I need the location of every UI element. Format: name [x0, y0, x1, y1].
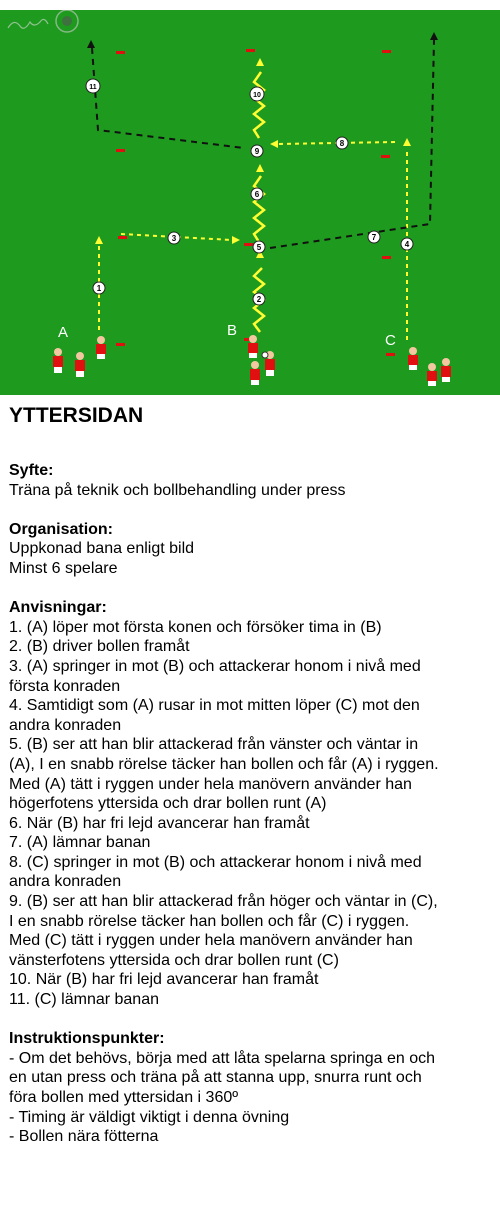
section-line: I en snabb rörelse täcker han bollen och får (C) i ryggen. [9, 912, 410, 930]
section-line: 10. När (B) har fri lejd avancerar han framåt [9, 971, 319, 989]
section-organisation [9, 520, 494, 579]
step-marker-7 [368, 231, 380, 243]
section-line: - Om det behövs, börja med att låta spelarna springa en och [9, 1049, 436, 1067]
step-marker-6 [251, 188, 263, 200]
section-instruktionspunkter [9, 1029, 494, 1147]
section-line: 9. (B) ser att han blir attackerad från höger och väntar in (C), [9, 893, 438, 911]
section-line: högerfotens yttersida och drar bollen runt (A) [9, 795, 327, 813]
svg-text:2: 2 [256, 295, 262, 304]
section-anvisningar [9, 598, 494, 1009]
svg-text:4: 4 [404, 240, 410, 249]
svg-text:9: 9 [254, 147, 260, 156]
section-line: 3. (A) springer in mot (B) och attackerar honom i nivå med [9, 657, 421, 675]
svg-text:11: 11 [89, 84, 97, 91]
step-marker-5 [253, 241, 265, 253]
section-line: andra konraden [9, 873, 122, 891]
section-line: Med (C) tätt i ryggen under hela manövern använder han [9, 932, 413, 950]
svg-text:1: 1 [96, 284, 102, 293]
section-line: - Timing är väldigt viktigt i denna övning [9, 1108, 290, 1126]
page-title: YTTERSIDAN [9, 404, 144, 427]
section-line: 2. (B) driver bollen framåt [9, 638, 190, 656]
section-line: 6. När (B) har fri lejd avancerar han framåt [9, 814, 310, 832]
drill-description [9, 404, 494, 1166]
drill-diagram [0, 10, 500, 395]
section-line: en utan press och träna på att stanna upp, snurra runt och [9, 1069, 422, 1087]
section-syfte [9, 461, 494, 500]
step-marker-2 [253, 293, 265, 305]
label-c: C [385, 332, 396, 349]
svg-text:3: 3 [171, 234, 177, 243]
step-marker-9 [251, 145, 263, 157]
section-line: andra konraden [9, 716, 122, 734]
section-line: 5. (B) ser att han blir attackerad från vänster och väntar in [9, 736, 419, 754]
section-line: första konraden [9, 677, 121, 695]
section-line: Uppkonad bana enligt bild [9, 540, 195, 558]
step-marker-11 [86, 79, 100, 93]
step-marker-8 [336, 137, 348, 149]
svg-text:7: 7 [371, 233, 377, 242]
section-line: 4. Samtidigt som (A) rusar in mot mitten löper (C) mot den [9, 697, 420, 715]
section-line: - Bollen nära fötterna [9, 1128, 159, 1146]
step-marker-3 [168, 232, 180, 244]
step-marker-10 [250, 87, 264, 101]
section-line: föra bollen med yttersidan i 360º [9, 1089, 239, 1106]
section-line: vänsterfotens yttersida och drar bollen runt (C) [9, 951, 339, 969]
step-marker-4 [401, 238, 413, 250]
svg-text:5: 5 [256, 243, 262, 252]
section-line: Med (A) tätt i ryggen under hela manövern använder han [9, 775, 412, 793]
label-b: B [227, 322, 238, 339]
section-line: 8. (C) springer in mot (B) och attackerar honom i nivå med [9, 853, 422, 871]
svg-text:8: 8 [339, 139, 345, 148]
section-line: Minst 6 spelare [9, 559, 118, 577]
label-a: A [58, 324, 69, 341]
section-heading: Anvisningar: [9, 599, 107, 617]
svg-text:10: 10 [253, 92, 261, 99]
section-line: 7. (A) lämnar banan [9, 834, 151, 852]
section-line: 11. (C) lämnar banan [9, 991, 159, 1009]
section-line: 1. (A) löper mot första konen och försöker tima in (B) [9, 618, 382, 636]
section-line: (A), I en snabb rörelse täcker han bollen och får (A) i ryggen. [9, 755, 439, 773]
svg-text:6: 6 [254, 190, 260, 199]
section-heading: Syfte: [9, 462, 54, 479]
section-heading: Organisation: [9, 520, 114, 538]
section-line: Träna på teknik och bollbehandling under press [9, 481, 346, 499]
step-marker-1 [93, 282, 105, 294]
section-heading: Instruktionspunkter: [9, 1030, 165, 1048]
